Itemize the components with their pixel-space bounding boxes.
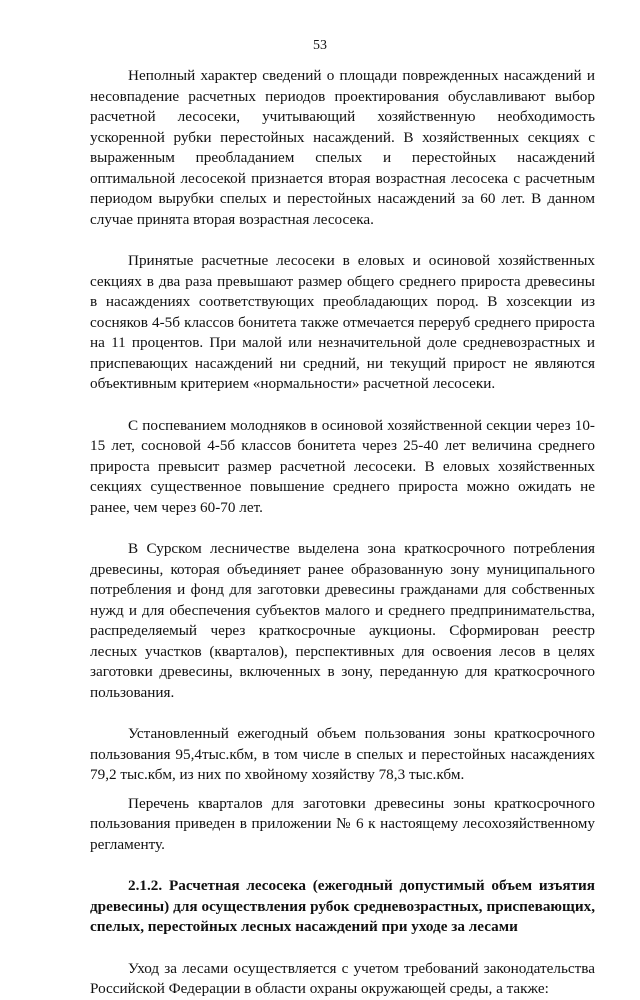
section-heading: 2.1.2. Расчетная лесосека (ежегодный допустимый объем изъятия древесины) для осуществления рубок средневозрастных, приспевающих, спелых, перестойных лесных насаждений при уходе за лесами <box>90 877 595 935</box>
paragraph-accepted-cutting-areas: Принятые расчетные лесосеки в еловых и осиновой хозяйственных секциях в два раза превышают размер общего среднего прироста древесины в насаждениях соответствующих преобладающих пород. В хозсекции из сосняков 4-5б классов бонитета также отмечается переруб среднего прироста на 11 процентов. При малой или незначительной доле средневозрастных и приспевающих насаждений ни средний, ни текущий прирост не являются объективным критерием «нормальности» расчетной лесосеки. <box>90 252 595 392</box>
page-number: 53 <box>313 38 327 53</box>
paragraph-quarters-list: Перечень кварталов для заготовки древесины зоны краткосрочного пользования приведен в приложении № 6 к настоящему лесохозяйственному регламенту. <box>90 794 595 853</box>
paragraph-damaged-stands: Неполный характер сведений о площади поврежденных насаждений и несовпадение расчетных периодов проектирования обуславливают выбор расчетной лесосеки, учитывающий хозяйственную необходимость ускоренной рубки перестойных насаждений. В хозяйственных секциях с выраженным преобладанием спелых и перестойных насаждений оптимальной лесосекой признается вторая возрастная лесосека с расчетным периодом вырубки спелых и перестойных насаждений за 60 лет. В данном случае принята вторая возрастная лесосека. <box>90 67 595 228</box>
paragraph-annual-volume: Установленный ежегодный объем пользования зоны краткосрочного пользования 95,4тыс.кбм, в том числе в спелых и перестойных насаждениях 79,2 тыс.кбм, из них по хвойному хозяйству 78,3 тыс.кбм. <box>90 725 595 783</box>
paragraph-forest-care: Уход за лесами осуществляется с учетом требований законодательства Российской Федерации в области охраны окружающей среды, а также: <box>90 959 595 997</box>
paragraph-young-stands-maturing: С поспеванием молодняков в осиновой хозяйственной секции через 10-15 лет, сосновой 4-5б классов бонитета через 25-40 лет величина среднего прироста превысит размер расчетной лесосеки. В еловых хозяйственных секциях существенное повышение среднего прироста можно ожидать не ранее, чем через 60-70 лет. <box>90 416 595 516</box>
document-body <box>90 66 595 1000</box>
paragraph-sursky-forestry-zone: В Сурском лесничестве выделена зона краткосрочного потребления древесины, которая объединяет ранее образованную зону муниципального потребления и фонд для заготовки древесины гражданами для собственных нужд и для обеспечения субъектов малого и среднего предпринимательства, распределяемый через краткосрочные аукционы. Сформирован реестр лесных участков (кварталов), перспективных для освоения лесов в целях заготовки древесины, включенных в зону, переданную для краткосрочного пользования. <box>90 540 595 701</box>
